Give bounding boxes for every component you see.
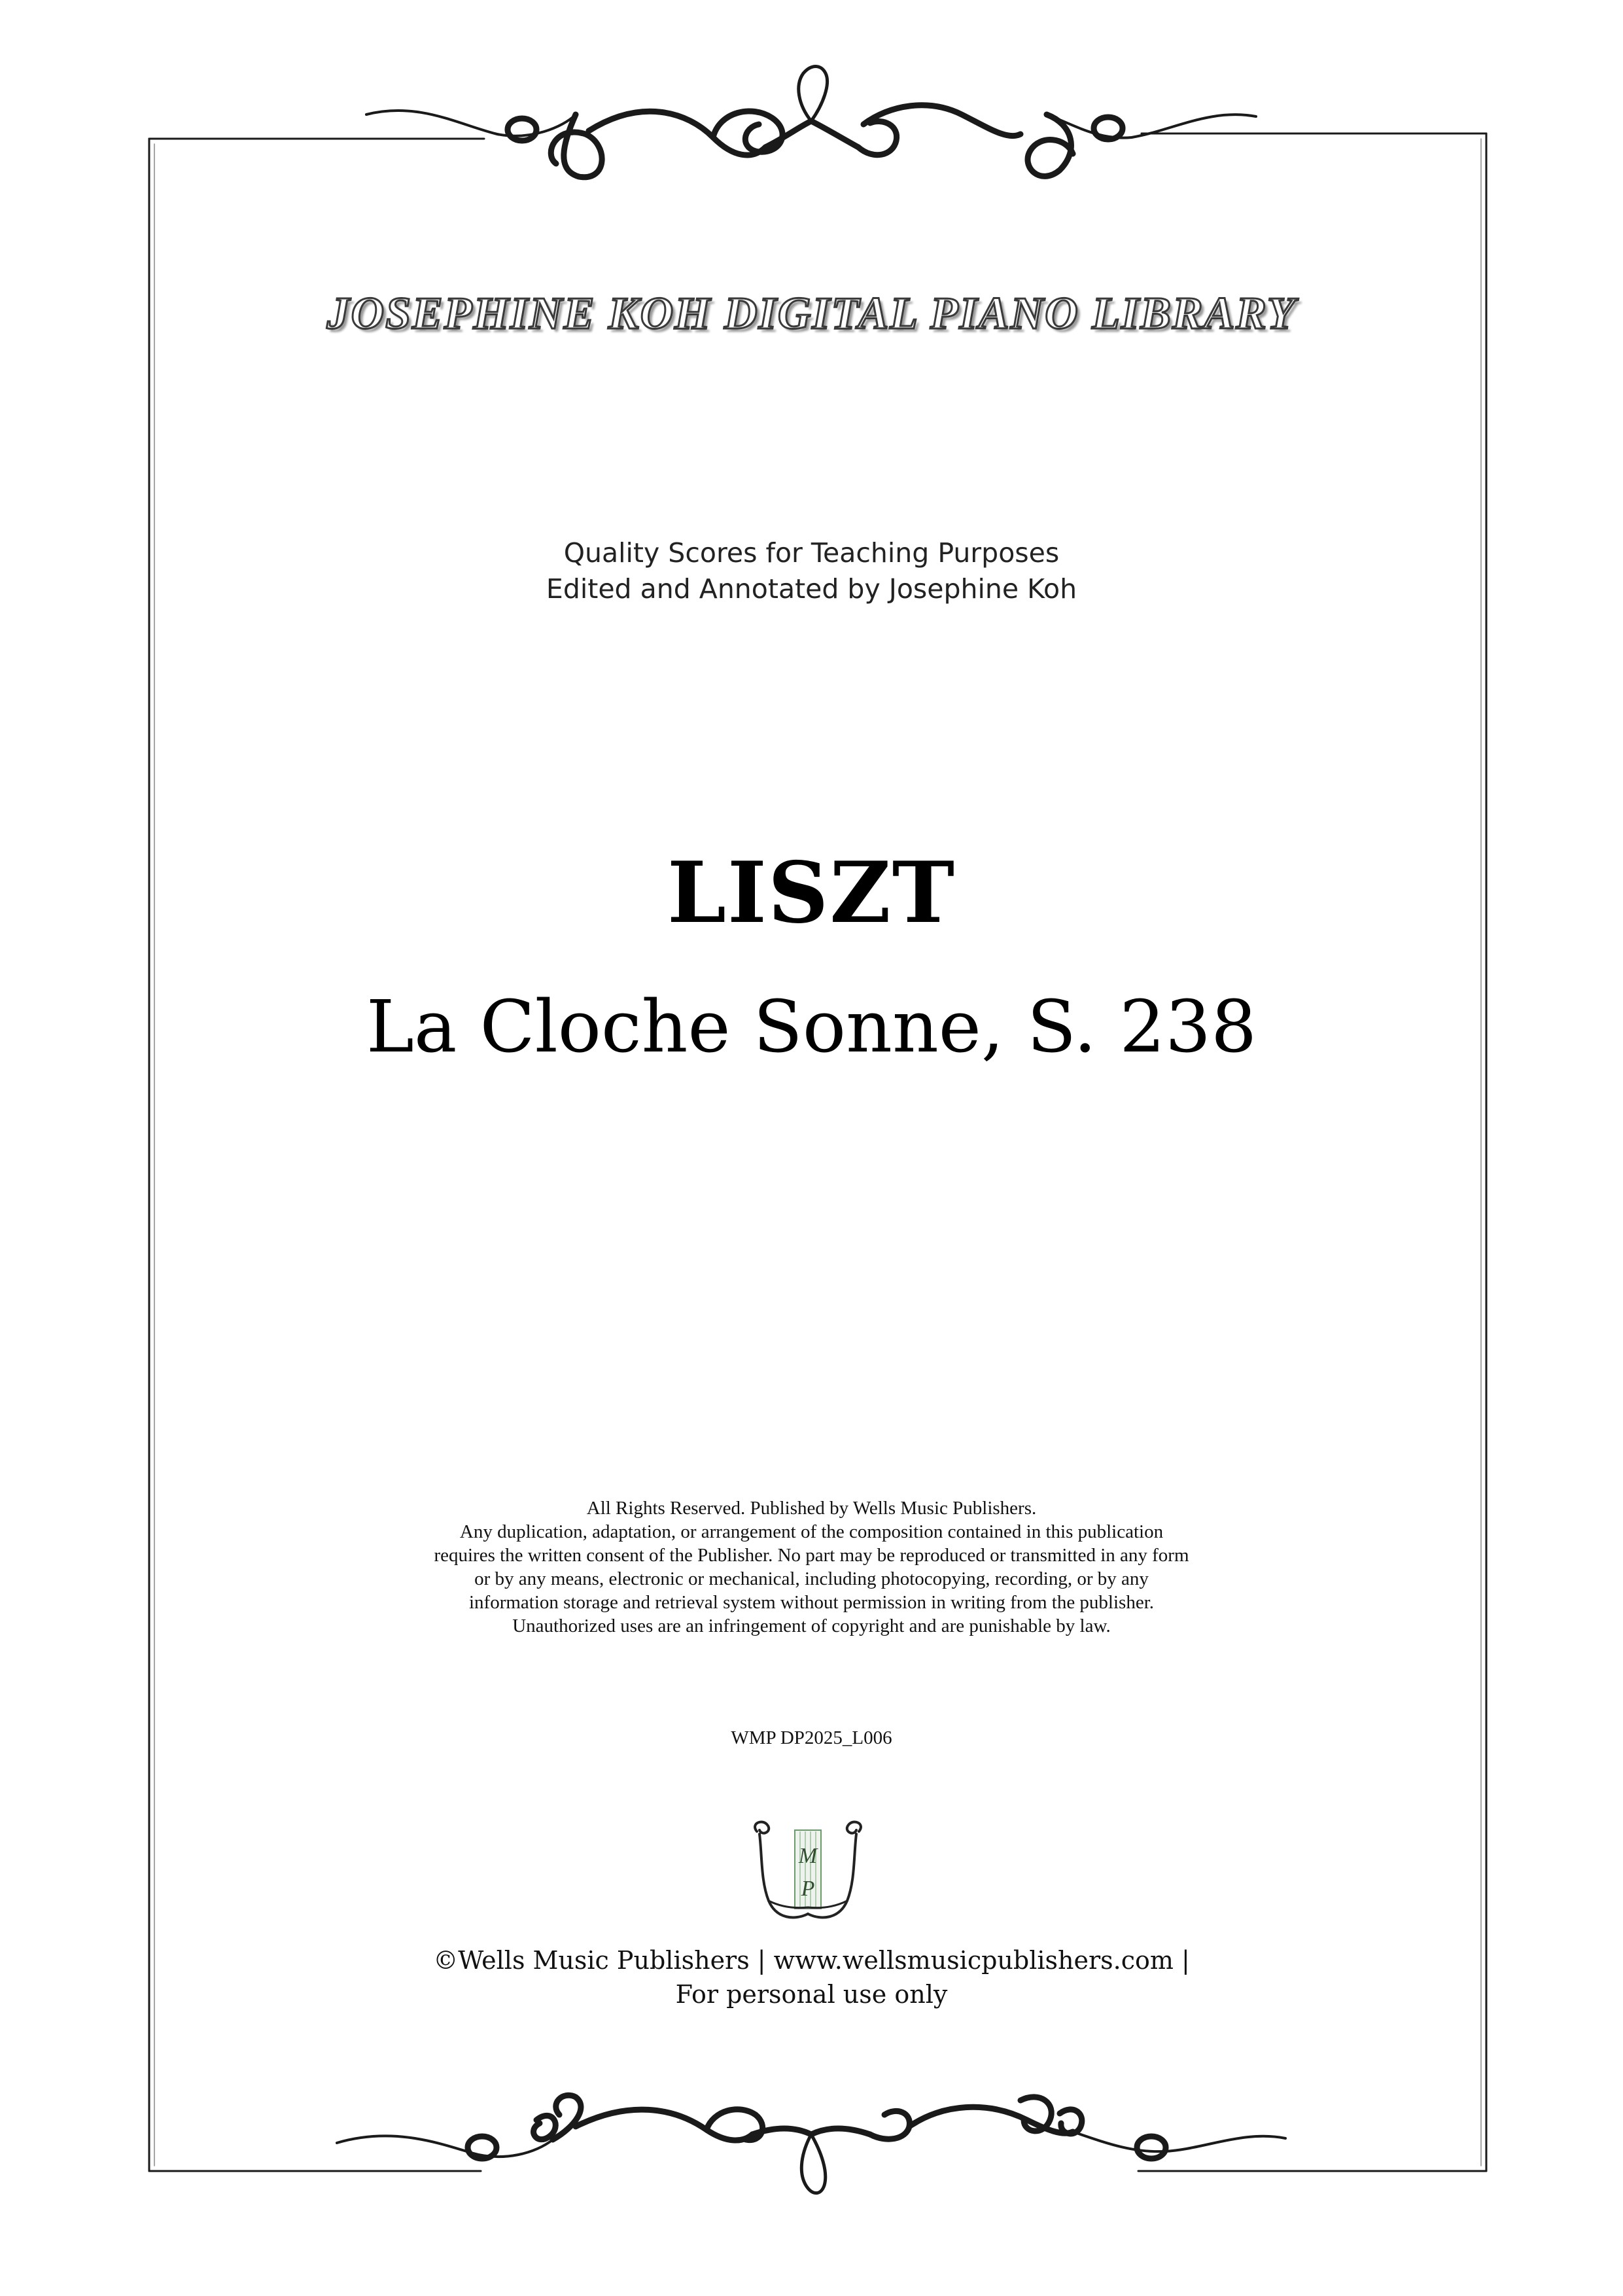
bottom-flourish-icon: [337, 2095, 1285, 2193]
top-flourish-icon: [366, 67, 1256, 177]
legal-line: information storage and retrieval system without permission in writing from the publisher.: [468, 1592, 1155, 1613]
subtitle-line-2: Edited and Annotated by Josephine Koh: [546, 573, 1077, 605]
legal-line: Unauthorized uses are an infringement of copyright and are punishable by law.: [512, 1616, 1111, 1636]
work-title: La Cloche Sonne, S. 238: [366, 985, 1257, 1069]
legal-line: All Rights Reserved. Published by Wells Music Publishers.: [586, 1498, 1037, 1519]
catalog-code: WMP DP2025_L006: [731, 1727, 892, 1748]
legal-line: Any duplication, adaptation, or arrangement of the composition contained in this publication: [459, 1521, 1164, 1542]
svg-text:P: P: [801, 1877, 815, 1901]
subtitle-line-1: Quality Scores for Teaching Purposes: [563, 537, 1060, 569]
legal-line: or by any means, electronic or mechanical, including photocopying, recording, or by any: [474, 1568, 1149, 1589]
footer-usage-note: For personal use only: [675, 1980, 948, 2009]
svg-text:M: M: [798, 1844, 818, 1868]
library-name: JOSEPHINE KOH DIGITAL PIANO LIBRARY: [326, 289, 1297, 339]
lyre-logo-icon: [742, 1816, 873, 1934]
legal-line: requires the written consent of the Publisher. No part may be reproduced or transmitted in any form: [434, 1545, 1189, 1566]
footer-copyright: ©Wells Music Publishers | www.wellsmusicpublishers.com |: [433, 1946, 1190, 1975]
composer-name: LISZT: [667, 844, 956, 942]
